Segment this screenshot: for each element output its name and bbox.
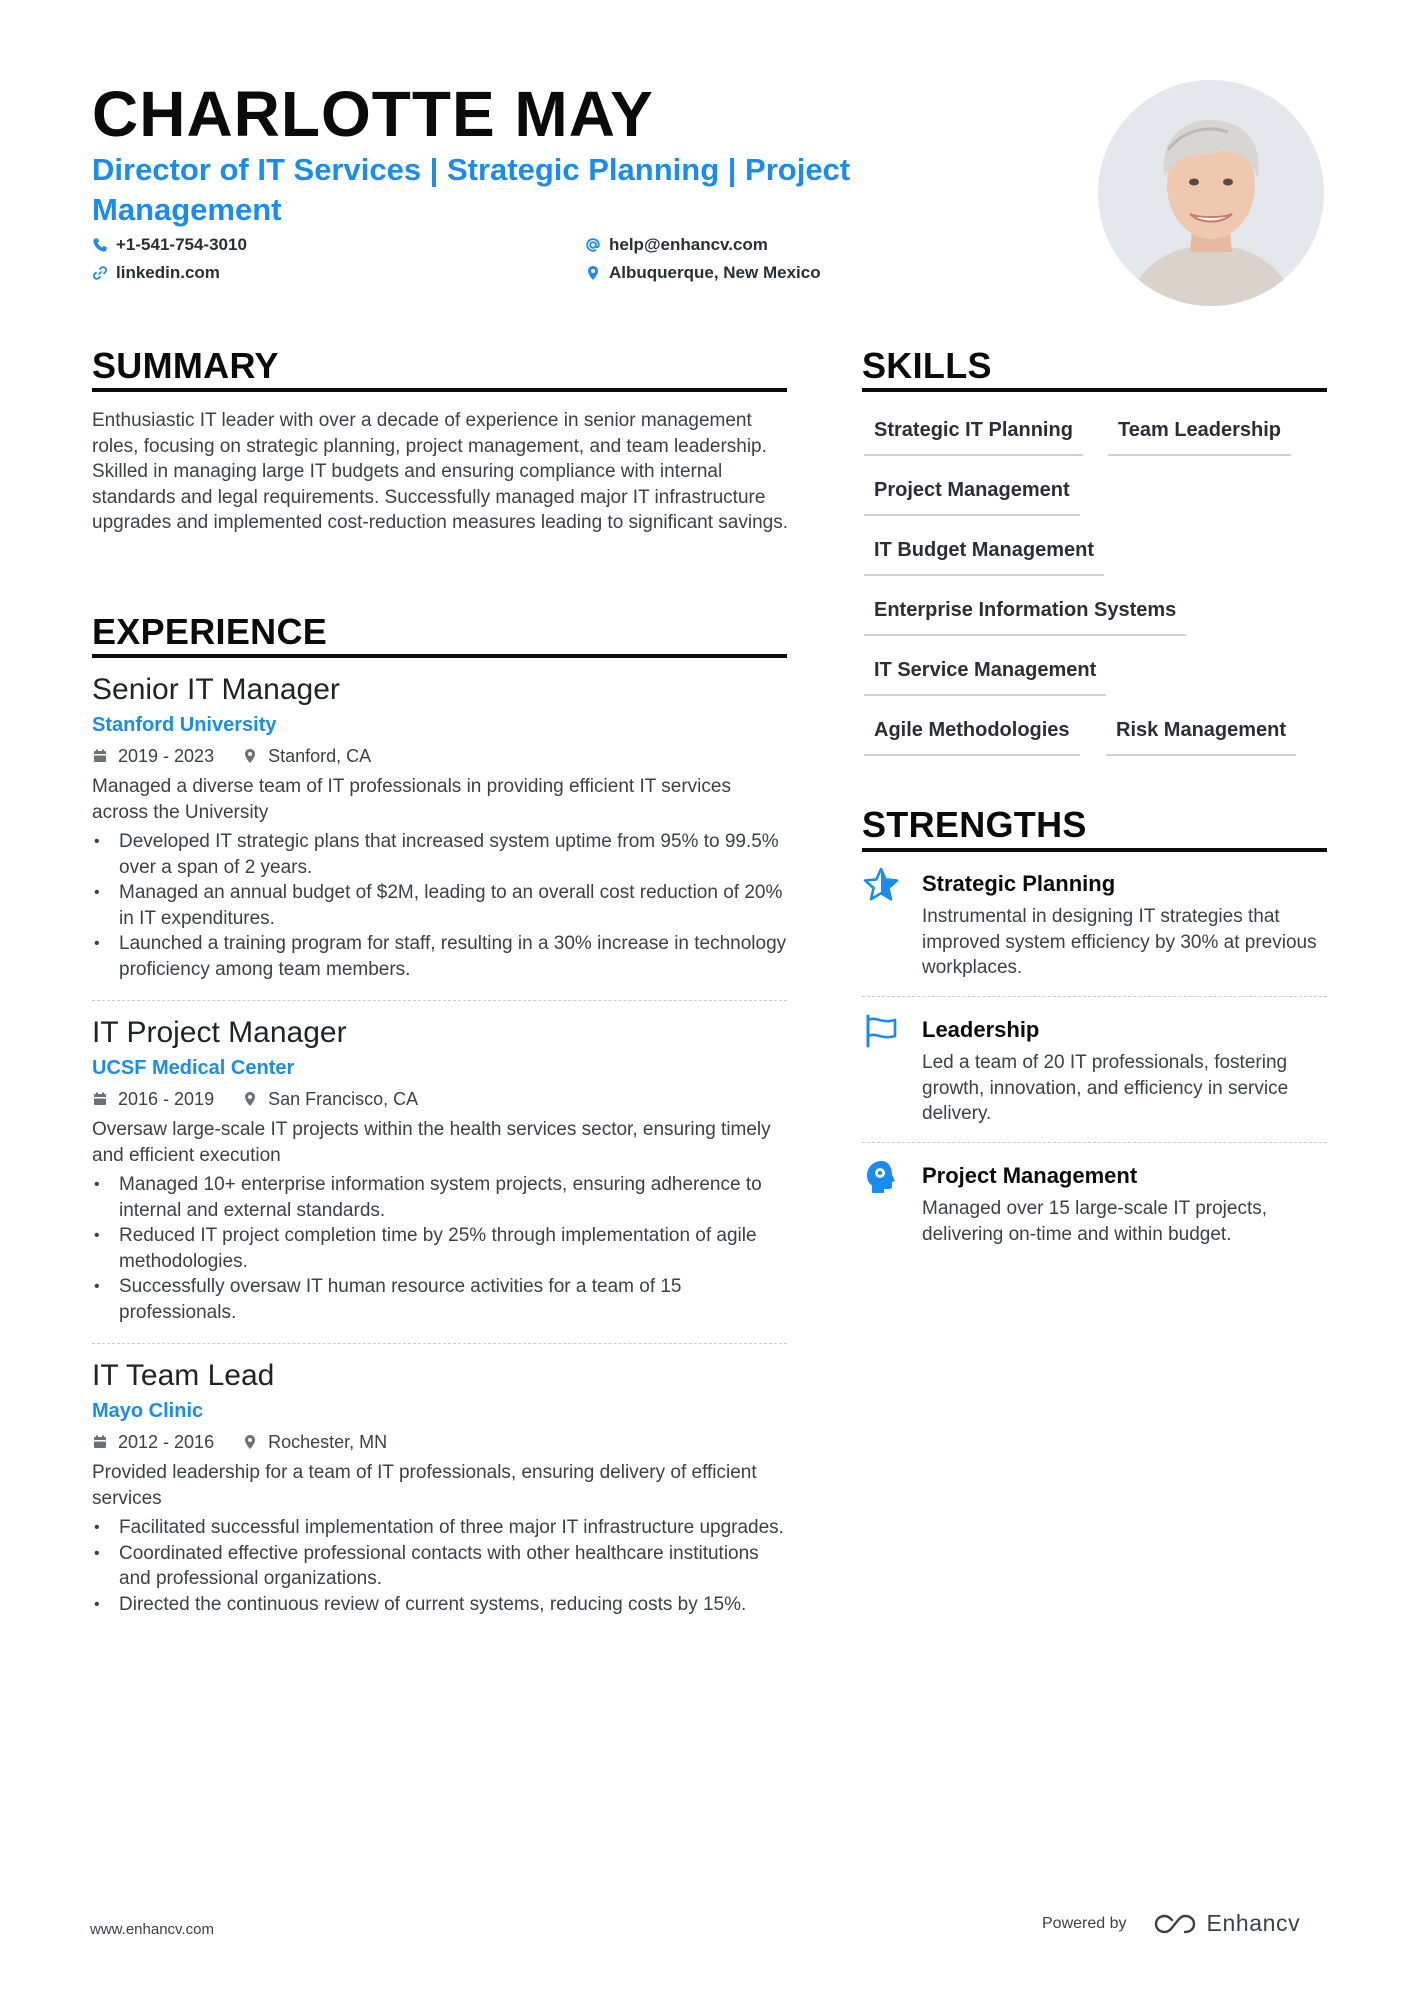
enhancv-logo-icon (1153, 1912, 1197, 1936)
strength-separator (862, 996, 1327, 997)
strength-item (862, 1158, 1332, 1258)
portrait-image (1098, 80, 1324, 306)
strength-item (862, 1012, 1332, 1132)
skill-tag: Project Management (864, 477, 1080, 516)
job-bullet: • Managed an annual budget of $2M, leading to an overall cost reduction of 20% in IT expenditures. (92, 880, 792, 931)
contact-location (585, 262, 821, 284)
job-title: IT Project Manager (92, 1016, 347, 1049)
job-description: Managed a diverse team of IT professionals in providing efficient IT services across the University (92, 776, 731, 823)
experience-heading: EXPERIENCE (92, 611, 328, 652)
job-meta (92, 1430, 792, 1454)
job-bullet: • Successfully oversaw IT human resource activities for a team of 15 professionals. (92, 1274, 792, 1325)
job-bullets (92, 1515, 792, 1617)
location-text: Albuquerque, New Mexico (609, 263, 821, 282)
job-dates: 2012 - 2016 (118, 1432, 215, 1452)
summary-text: Enthusiastic IT leader with over a decade of experience in senior management roles, focusing on strategic planning, project management, and team leadership. Skilled in managing large IT budgets and ensuring compliance with internal standards and legal requirements. Successfully managed major IT infrastructure upgrades and implemented cost-reduction measures leading to significant savings. (92, 410, 789, 533)
job-location-text: Rochester, MN (268, 1432, 388, 1452)
linkedin-text: linkedin.com (116, 263, 220, 282)
powered-by-label: Powered by (1042, 1914, 1127, 1932)
skill-tag: IT Budget Management (864, 537, 1104, 576)
job-bullet: • Coordinated effective professional contacts with other healthcare institutions and professional organizations. (92, 1541, 792, 1592)
strengths-heading: STRENGTHS (862, 804, 1087, 845)
brand-name: Enhancv (1206, 1910, 1301, 1936)
job-bullets (92, 829, 792, 982)
job-bullet: • Managed 10+ enterprise information system projects, ensuring adherence to internal and external standards. (92, 1172, 792, 1223)
job-location-text: San Francisco, CA (268, 1089, 419, 1109)
experience-divider (92, 654, 787, 658)
summary-divider (92, 388, 787, 392)
job-location (242, 1430, 387, 1454)
email-text: help@enhancv.com (609, 235, 768, 254)
job-description: Oversaw large-scale IT projects within the health services sector, ensuring timely and efficient execution (92, 1119, 771, 1166)
link-icon (92, 265, 108, 281)
skill-tag: Agile Methodologies (864, 717, 1080, 756)
contact-linkedin[interactable] (92, 262, 220, 284)
strength-title: Project Management (922, 1163, 1138, 1188)
job-bullet: • Directed the continuous review of current systems, reducing costs by 15%. (92, 1592, 792, 1618)
skill-tag: Strategic IT Planning (864, 417, 1083, 456)
location-pin-icon (242, 1091, 258, 1107)
skill-tag: Team Leadership (1108, 417, 1291, 456)
entry-separator (92, 1343, 787, 1344)
skill-tag: Risk Management (1106, 717, 1296, 756)
job-title: IT Team Lead (92, 1359, 275, 1392)
summary-heading: SUMMARY (92, 345, 279, 386)
phone-text: +1-541-754-3010 (116, 235, 247, 254)
calendar-icon (92, 748, 108, 764)
company-name[interactable]: UCSF Medical Center (92, 1057, 295, 1079)
strength-item (862, 866, 1332, 986)
calendar-icon (92, 1091, 108, 1107)
job-title: Senior IT Manager (92, 673, 340, 706)
skill-tag: IT Service Management (864, 657, 1106, 696)
job-meta (92, 1087, 792, 1111)
flag-icon (862, 1012, 900, 1050)
job-bullet: • Launched a training program for staff, resulting in a 30% increase in technology proficiency among team members. (92, 931, 792, 982)
profile-photo (1098, 80, 1324, 306)
experience-entry (92, 672, 792, 982)
contact-email[interactable] (585, 234, 768, 256)
footer-website[interactable]: www.enhancv.com (90, 1921, 214, 1938)
strength-description: Led a team of 20 IT professionals, fostering growth, innovation, and efficiency in service delivery. (922, 1052, 1289, 1124)
candidate-headline: Director of IT Services | Strategic Planning | Project Management (92, 152, 851, 227)
job-location (242, 744, 371, 768)
strength-description: Instrumental in designing IT strategies that improved system efficiency by 30% at previous workplaces. (922, 906, 1317, 978)
job-bullet: • Developed IT strategic plans that increased system uptime from 95% to 99.5% over a span of 2 years. (92, 829, 792, 880)
contact-phone[interactable] (92, 234, 247, 256)
strengths-divider (862, 848, 1327, 852)
skills-divider (862, 388, 1327, 392)
job-location-text: Stanford, CA (268, 746, 372, 766)
skills-heading: SKILLS (862, 345, 992, 386)
job-dates: 2019 - 2023 (118, 746, 215, 766)
phone-icon (92, 237, 108, 253)
at-sign-icon (585, 237, 601, 253)
calendar-icon (92, 1434, 108, 1450)
job-description: Provided leadership for a team of IT professionals, ensuring delivery of efficient services (92, 1462, 757, 1509)
job-bullets (92, 1172, 792, 1325)
strength-title: Leadership (922, 1017, 1040, 1042)
job-dates: 2016 - 2019 (118, 1089, 215, 1109)
entry-separator (92, 1000, 787, 1001)
strength-description: Managed over 15 large-scale IT projects, delivering on-time and within budget. (922, 1198, 1267, 1245)
strength-title: Strategic Planning (922, 871, 1116, 896)
job-location (242, 1087, 418, 1111)
strength-separator (862, 1142, 1327, 1143)
experience-entry (92, 1015, 792, 1325)
skill-tag: Enterprise Information Systems (864, 597, 1186, 636)
brand-logo[interactable] (1153, 1910, 1301, 1937)
job-meta (92, 744, 792, 768)
location-pin-icon (585, 265, 601, 281)
footer-branding (1042, 1910, 1300, 1937)
location-pin-icon (242, 1434, 258, 1450)
job-bullet: • Facilitated successful implementation of three major IT infrastructure upgrades. (92, 1515, 792, 1541)
star-icon (862, 866, 900, 904)
experience-entry (92, 1358, 792, 1617)
job-bullet: • Reduced IT project completion time by 25% through implementation of agile methodologies. (92, 1223, 792, 1274)
company-name[interactable]: Stanford University (92, 714, 277, 736)
company-name[interactable]: Mayo Clinic (92, 1400, 204, 1422)
candidate-name: CHARLOTTE MAY (92, 78, 654, 150)
location-pin-icon (242, 748, 258, 764)
head-icon (862, 1158, 900, 1196)
